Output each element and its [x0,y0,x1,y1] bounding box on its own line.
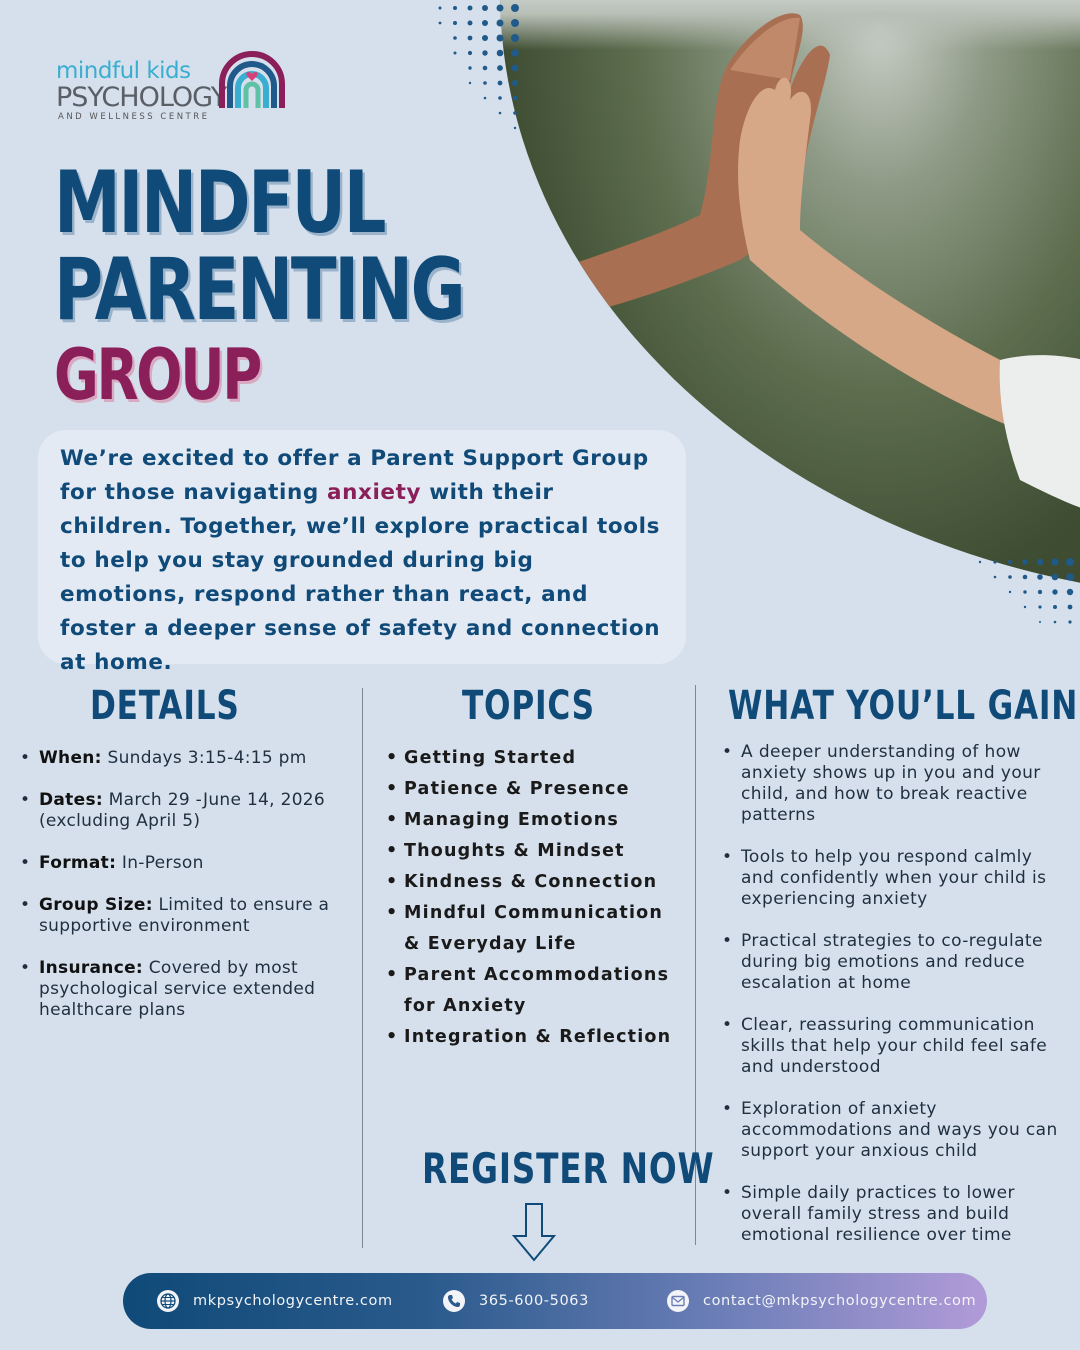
gain-item: • Clear, reassuring communication skills that help your child feel safe and understood [722,1015,1062,1078]
details-item: • Insurance: Covered by most psychological service extended healthcare plans [20,958,350,1021]
topic-item: • Managing Emotions [386,805,686,836]
details-item: • Format: In-Person [20,853,350,874]
intro-highlight: anxiety [326,480,422,505]
globe-icon [157,1290,179,1312]
column-divider-left [362,688,363,1248]
down-arrow-icon [510,1202,558,1262]
details-item: • Group Size: Limited to ensure a supportive environment [20,895,350,937]
dot-pattern-top [400,0,530,135]
contact-bar [123,1273,987,1329]
brand-logo [56,50,296,125]
intro-text: We’re excited to offer a Parent Support Group for those navigating anxiety with their children. Together, we’ll explore practical tools to help you stay grounded during big emotions, respond rather than react, and foster a deeper sense of safety and connection at home. [60,446,661,675]
gain-heading: WHAT YOU’LL GAIN [728,683,1079,729]
gain-item: • A deeper understanding of how anxiety shows up in you and your child, and how to break reactive patterns [722,742,1062,826]
email-link[interactable] [667,1273,976,1329]
rainbow-heart-logo-icon [216,50,288,110]
logo-line-2: PSYCHOLOGY [56,82,227,113]
topic-item: • Kindness & Connection [386,867,686,898]
topic-item: • Mindful Communication & Everyday Life [386,898,686,960]
topic-item: • Patience & Presence [386,774,686,805]
website-link[interactable] [157,1273,393,1329]
gain-item: • Simple daily practices to lower overall family stress and build emotional resilience over time [722,1183,1062,1246]
phone-icon [443,1290,465,1312]
topics-heading: TOPICS [462,683,595,729]
details-item: • Dates: March 29 -June 14, 2026 (excluding April 5) [20,790,350,832]
phone-text: 365-600-5063 [479,1293,589,1309]
gain-list [722,742,1062,1267]
title-line-parenting: PARENTING [54,240,464,340]
topic-item: • Integration & Reflection [386,1022,686,1053]
details-heading: DETAILS [90,683,240,729]
gain-item: • Practical strategies to co-regulate during big emotions and reduce escalation at home [722,931,1062,994]
mail-icon [667,1290,689,1312]
topic-item: • Thoughts & Mindset [386,836,686,867]
phone-link[interactable] [443,1273,589,1329]
gain-item: • Tools to help you respond calmly and confidently when your child is experiencing anxiety [722,847,1062,910]
logo-line-1: mindful kids [56,58,191,84]
email-text: contact@mkpsychologycentre.com [703,1293,977,1309]
details-list [20,748,350,1042]
logo-line-3: AND WELLNESS CENTRE [58,112,210,122]
details-item: • When: Sundays 3:15-4:15 pm [20,748,350,769]
dot-pattern-right [930,552,1080,632]
intro-box [38,430,686,675]
topic-item: • Parent Accommodations for Anxiety [386,960,686,1022]
gain-item: • Exploration of anxiety accommodations and ways you can support your anxious child [722,1099,1062,1162]
topic-item: • Getting Started [386,743,686,774]
title-line-group: GROUP [54,334,260,416]
topics-list [386,743,686,1053]
website-text: mkpsychologycentre.com [193,1293,393,1309]
title-line-mindful: MINDFUL [54,153,385,253]
register-now-link[interactable]: REGISTER NOW [422,1144,715,1193]
